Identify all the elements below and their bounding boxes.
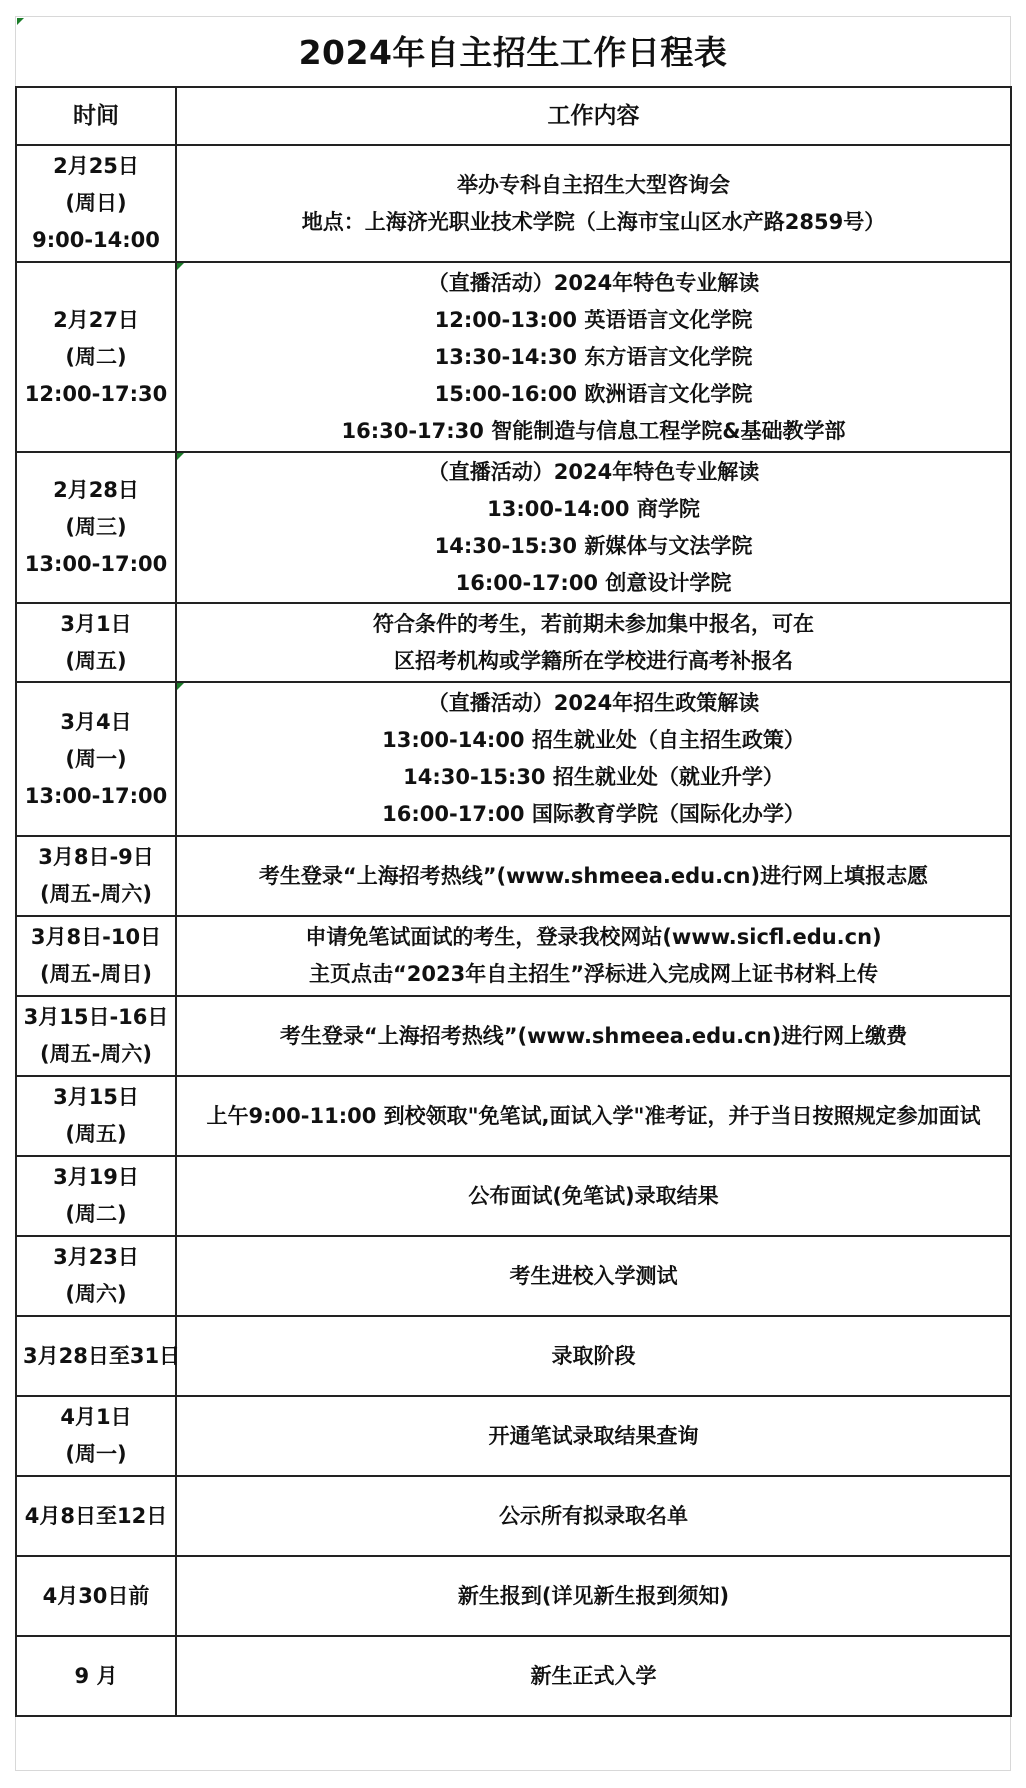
content-cell bbox=[176, 682, 1011, 836]
date-cell bbox=[16, 916, 176, 996]
date-line: (周一) bbox=[65, 1442, 127, 1466]
table-row bbox=[16, 262, 1011, 452]
table-row bbox=[16, 996, 1011, 1076]
date-line: 2月27日 bbox=[53, 307, 139, 332]
table-header-row bbox=[16, 87, 1011, 145]
date-cell bbox=[16, 1076, 176, 1156]
date-line: (周五) bbox=[65, 648, 127, 673]
content-line: 新生报到(详见新生报到须知) bbox=[457, 1583, 730, 1608]
content-line: 举办专科自主招生大型咨询会 bbox=[457, 172, 730, 197]
content-line: 主页点击“2023年自主招生”浮标进入完成网上证书材料上传 bbox=[308, 962, 879, 986]
table-row bbox=[16, 916, 1011, 996]
date-line: 12:00-17:30 bbox=[24, 381, 168, 406]
date-line: (周二) bbox=[65, 1202, 127, 1226]
header-time: 时间 bbox=[16, 87, 176, 145]
content-line: 14:30-15:30 招生就业处（就业升学） bbox=[403, 765, 784, 789]
content-line: 15:00-16:00 欧洲语言文化学院 bbox=[434, 381, 753, 406]
content-line: 录取阶段 bbox=[551, 1343, 636, 1368]
date-cell bbox=[16, 1636, 176, 1716]
content-cell bbox=[176, 1476, 1011, 1556]
date-cell bbox=[16, 603, 176, 682]
date-line: 3月15日 bbox=[53, 1085, 139, 1109]
content-line: （直播活动）2024年特色专业解读 bbox=[427, 270, 760, 295]
content-cell bbox=[176, 1316, 1011, 1396]
content-line: 新生正式入学 bbox=[530, 1663, 657, 1688]
date-cell bbox=[16, 452, 176, 603]
content-cell bbox=[176, 452, 1011, 603]
content-line: 上午9:00-11:00 到校领取"免笔试,面试入学"准考证，并于当日按照规定参加面试 bbox=[206, 1103, 981, 1128]
table-row bbox=[16, 145, 1011, 262]
date-line: 2月25日 bbox=[53, 154, 139, 178]
content-cell bbox=[176, 1236, 1011, 1316]
content-cell bbox=[176, 145, 1011, 262]
content-line: 公布面试(免笔试)录取结果 bbox=[468, 1183, 719, 1208]
table-row bbox=[16, 1316, 1011, 1396]
date-line: 9:00-14:00 bbox=[32, 228, 160, 252]
date-cell bbox=[16, 1156, 176, 1236]
table-row bbox=[16, 1476, 1011, 1556]
date-line: (周五-周六) bbox=[40, 1042, 152, 1066]
date-cell bbox=[16, 996, 176, 1076]
content-line: 公示所有拟录取名单 bbox=[499, 1503, 688, 1528]
content-line: 开通笔试录取结果查询 bbox=[488, 1423, 699, 1448]
date-line: 3月15日-16日 bbox=[23, 1005, 169, 1029]
date-line: 3月4日 bbox=[60, 709, 132, 734]
date-line: (周五-周日) bbox=[40, 962, 152, 986]
date-cell bbox=[16, 836, 176, 916]
date-line: (周五-周六) bbox=[40, 882, 152, 906]
date-line: 3月8日-10日 bbox=[30, 925, 162, 949]
content-cell bbox=[176, 1156, 1011, 1236]
content-line: （直播活动）2024年招生政策解读 bbox=[427, 691, 760, 715]
date-line: 2月28日 bbox=[53, 478, 139, 502]
content-line: 考生登录“上海招考热线”(www.shmeea.edu.cn)进行网上缴费 bbox=[279, 1023, 908, 1048]
date-line: 9 月 bbox=[74, 1663, 118, 1688]
content-line: 14:30-15:30 新媒体与文法学院 bbox=[434, 533, 753, 558]
date-line: 3月19日 bbox=[53, 1165, 139, 1189]
date-line: 3月28日至31日 bbox=[23, 1343, 181, 1368]
date-line: 4月1日 bbox=[60, 1405, 132, 1429]
content-line: 区招考机构或学籍所在学校进行高考补报名 bbox=[394, 648, 793, 673]
table-row bbox=[16, 1156, 1011, 1236]
content-cell bbox=[176, 996, 1011, 1076]
table-row bbox=[16, 1636, 1011, 1716]
content-line: 12:00-13:00 英语语言文化学院 bbox=[434, 307, 753, 332]
date-cell bbox=[16, 1396, 176, 1476]
content-cell bbox=[176, 1076, 1011, 1156]
content-line: 13:00-14:00 商学院 bbox=[487, 496, 700, 521]
date-cell bbox=[16, 262, 176, 452]
table-row bbox=[16, 1556, 1011, 1636]
table-row bbox=[16, 836, 1011, 916]
content-line: 地点：上海济光职业技术学院（上海市宝山区水产路2859号） bbox=[301, 209, 886, 234]
table-row bbox=[16, 603, 1011, 682]
content-line: 13:30-14:30 东方语言文化学院 bbox=[434, 344, 753, 369]
table-row bbox=[16, 452, 1011, 603]
date-line: (周三) bbox=[65, 515, 127, 539]
date-line: (周一) bbox=[65, 746, 127, 771]
content-line: 13:00-14:00 招生就业处（自主招生政策） bbox=[382, 728, 805, 752]
date-line: (周二) bbox=[65, 344, 127, 369]
table-row bbox=[16, 682, 1011, 836]
date-line: 13:00-17:00 bbox=[24, 783, 168, 808]
content-cell bbox=[176, 836, 1011, 916]
content-cell bbox=[176, 1396, 1011, 1476]
content-cell bbox=[176, 262, 1011, 452]
date-line: 3月8日-9日 bbox=[38, 845, 154, 869]
date-line: 4月8日至12日 bbox=[24, 1503, 168, 1528]
content-line: 16:00-17:00 创意设计学院 bbox=[455, 570, 732, 595]
date-line: 3月23日 bbox=[53, 1245, 139, 1269]
content-line: 申请免笔试面试的考生，登录我校网站(www.sicfl.edu.cn) bbox=[305, 925, 882, 949]
date-cell bbox=[16, 682, 176, 836]
date-cell bbox=[16, 1316, 181, 1396]
content-cell bbox=[176, 1556, 1011, 1636]
header-content: 工作内容 bbox=[176, 87, 1011, 145]
date-line: 3月1日 bbox=[60, 611, 132, 636]
table-row bbox=[16, 1236, 1011, 1316]
date-line: (周六) bbox=[65, 1282, 127, 1306]
date-cell bbox=[16, 1236, 176, 1316]
date-cell bbox=[16, 1476, 176, 1556]
date-cell bbox=[16, 1556, 176, 1636]
table-row bbox=[16, 1076, 1011, 1156]
date-line: 4月30日前 bbox=[42, 1583, 150, 1608]
date-line: 13:00-17:00 bbox=[24, 552, 168, 576]
content-cell bbox=[176, 603, 1011, 682]
cell-marker-icon bbox=[177, 683, 184, 690]
content-cell bbox=[176, 1636, 1011, 1716]
date-cell bbox=[16, 145, 176, 262]
content-line: （直播活动）2024年特色专业解读 bbox=[427, 459, 760, 484]
content-line: 符合条件的考生，若前期未参加集中报名，可在 bbox=[373, 611, 814, 636]
content-cell bbox=[176, 916, 1011, 996]
content-line: 16:00-17:00 国际教育学院（国际化办学） bbox=[382, 802, 805, 826]
date-line: (周日) bbox=[65, 191, 127, 215]
cell-marker-icon bbox=[177, 263, 184, 270]
cell-marker-icon bbox=[177, 453, 184, 460]
content-line: 考生登录“上海招考热线”(www.shmeea.edu.cn)进行网上填报志愿 bbox=[258, 863, 929, 888]
schedule-table bbox=[15, 86, 1012, 1717]
table-row bbox=[16, 1396, 1011, 1476]
content-line: 16:30-17:30 智能制造与信息工程学院&基础教学部 bbox=[341, 418, 846, 443]
page-title: 2024年自主招生工作日程表 bbox=[298, 32, 728, 72]
date-line: (周五) bbox=[65, 1122, 127, 1146]
content-line: 考生进校入学测试 bbox=[509, 1263, 678, 1288]
